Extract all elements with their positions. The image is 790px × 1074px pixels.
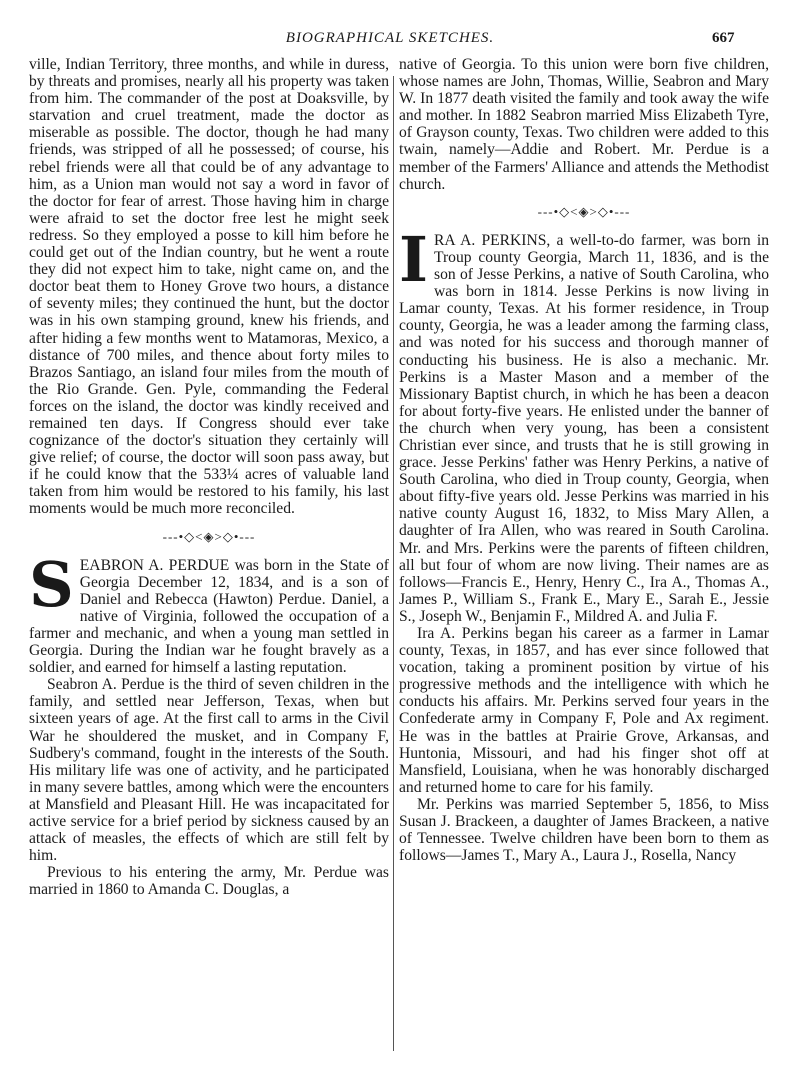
section-ornament: ---•◇<◈>◇•--- (162, 528, 256, 544)
section-ornament: ---•◇<◈>◇•--- (537, 203, 631, 219)
perdue-continuation-paragraph: native of Georgia. To this union were born five children, whose names are John, Thomas, Willie, Seabron and Mary W. In 1877 death visited the family and took away the wife and mother. In 1882 Seabron married Miss Elizabeth Tyre, of Grayson county, Texas. Two children were added to this twain, namely—Addie and Robert. Mr. Perdue is a member of the Farmers' Alliance and attends the Methodist church. (399, 56, 769, 193)
paragraph-text: a well-to-do farmer, was born in Troup county Georgia, March 11, 1836, and is the son of Jesse Perkins, a native of South Carolina, who was born in 1814. Jesse Perkins is now living in Lamar county, Texas. At his former residence, in Troup county, Georgia, he was a leader among the farming class, and was noted for his success and thorough manner of conducting his business. He is also a mechanic. Mr. Perkins is a Master Mason and a member of the Missionary Baptist church, in which he has been a deacon for about forty-five years. He enlisted under the banner of the church when very young, has been a consistent Christian ever since, and trusts that he is still growing in grace. Jesse Perkins' father was Henry Perkins, a native of South Carolina, who died in Troup county, Georgia, when about fifty-five years old. Jesse Perkins was married in his native county August 16, 1832, to Miss Mary Allen, a daughter of Ira Allen, who was reared in South Carolina. Mr. and Mrs. Perkins were the parents of fifteen children, all but four of whom are now living. Their names are as follows—Francis E., Henry, Henry C., Ira A., Thomas A., James P., William S., Frank E., Mary E., Sarah E., Jessie S., Joseph W., Benjamin F., Mildred A. and Julia F. (399, 231, 769, 625)
subject-name: RA A. PERKINS, (434, 231, 551, 249)
continued-paragraph: ville, Indian Territory, three months, and while in duress, by threats and promises, nearly all his property was taken from him. The commander of the post at Doaksville, by starvation and cruel treatment, made the doctor as miserable as possible. The doctor, though he had many friends, was stripped of all he possessed; of course, his rebel friends were all that could be of any advantage to him, as a Union man would not say a word in favor of the doctor for fear of arrest. Those having him in charge were afraid to set the doctor free lest he might seek redress. So they employed a posse to kill him before he could get out of the Indian country, but he went a route they did not expect him to take, night came on, and the doctor beat them to Honey Grove two hours, a distance of seventy miles; they continued the hunt, but the doctor was in his own stamping ground, knew his friends, and after hiding a few months went to Matamoras, Mexico, a distance of 700 miles, and thence about forty miles to Brazos Santiago, an island four miles from the mouth of the Rio Grande. Gen. Pyle, commanding the Federal forces on the island, the doctor was kindly received and remained ten days. If Congress should ever take cognizance of the doctor's situation they certainly will give relief; of course, the doctor will soon pass away, but if he could know that the 533¼ acres of valuable land taken from him would be restored to his family, his last moments would be much more reconciled. (29, 56, 389, 518)
paragraph-text: was born in the State of Georgia December 12, 1834, and is a son of Daniel and Rebecca (Hawton) Perdue. Daniel, a native of Virginia, followed the occupation of a farmer and mechanic, and when a young man settled in Georgia. During the Indian war he fought bravely as a soldier, and earned for himself a lasting reputation. (29, 556, 390, 677)
left-column (29, 56, 389, 899)
drop-cap-letter: S (29, 547, 74, 621)
drop-cap-letter: I (399, 222, 429, 296)
perdue-paragraph-3: Previous to his entering the army, Mr. Perdue was married in 1860 to Amanda C. Douglas, a (29, 864, 389, 899)
column-divider (393, 76, 394, 1051)
page-number: 667 (712, 30, 735, 46)
page-header (0, 30, 790, 52)
perkins-paragraph-3: Mr. Perkins was married September 5, 1856, to Miss Susan J. Brackeen, a daughter of James Brackeen, a native of Tennessee. Twelve children have been born to them as follows—James T., Mary A., Laura J., Rosella, Nancy (399, 795, 769, 865)
perkins-paragraph-2: Ira A. Perkins began his career as a farmer in Lamar county, Texas, in 1857, and has ever since followed that vocation, taking a prominent position by virtue of his progressive methods and the intelligence with which he conducts his affairs. Mr. Perkins served four years in the Confederate army in Company F, Pole and Ax regiment. He was in the battles at Prairie Grove, Arkansas, and Huntonia, Missouri, and had his finger shot off at Mansfield, Louisiana, when he was honorably discharged and returned home to care for his family. (399, 625, 769, 796)
perkins-intro-paragraph (399, 222, 769, 625)
right-column (399, 56, 769, 864)
running-title: BIOGRAPHICAL SKETCHES. (285, 30, 495, 46)
subject-name: EABRON A. PERDUE (79, 556, 230, 574)
perdue-paragraph-2: Seabron A. Perdue is the third of seven children in the family, and settled near Jefferson, Texas, when but sixteen years of age. At the first call to arms in the Civil War he shouldered the musket, and in Company F, Sudbery's command, fought in the interests of the South. His military life was one of activity, and he participated in many severe battles, among which were the encounters at Mansfield and Pleasant Hill. He was incapacitated for active service for a brief period by sickness caused by an attack of measles, the effects of which are still felt by him. (29, 676, 389, 865)
perdue-intro-paragraph (29, 547, 390, 677)
